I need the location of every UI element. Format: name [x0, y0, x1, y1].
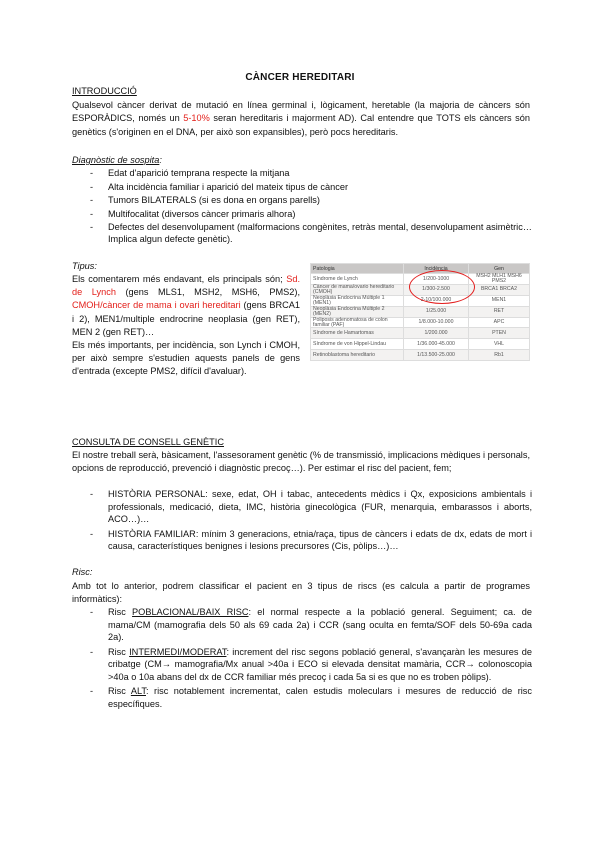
- tipus-heading: Tipus:: [72, 261, 97, 271]
- risc-heading: Risc:: [72, 567, 93, 577]
- risc-description: : risc notablement incrementat, calen estudis moleculars i mesures de reducció de risc específiques.: [108, 686, 532, 709]
- diagnostic-heading-colon: :: [159, 155, 162, 165]
- risc-prefix: Risc: [108, 646, 130, 657]
- table-cell: Retinoblastoma hereditario: [311, 350, 404, 361]
- table-cell: APC: [469, 317, 530, 328]
- list-item: [72, 685, 532, 710]
- table-cell: Càncer de mama/ovario hereditario (CMOH): [311, 284, 404, 295]
- table-header: Gen: [469, 264, 530, 274]
- table-row: [311, 306, 530, 317]
- tipus-cmoh: CMOH/càncer de mama i ovari hereditari: [72, 300, 241, 311]
- risc-level-label: INTERMEDI/MODERAT: [129, 646, 227, 657]
- consulta-heading: CONSULTA DE CONSELL GENÈTIC: [72, 437, 224, 447]
- table-cell: PTEN: [469, 328, 530, 339]
- tipus-paragraph: [72, 273, 300, 379]
- table-cell: Neoplàsia Endocrina Múltiple 1 (MEN1): [311, 295, 404, 306]
- highlight-circle: [409, 270, 475, 304]
- table-cell: Síndrome de von Hippel-Lindau: [311, 339, 404, 350]
- tipus-text-2: (gens MLS1, MSH2, MSH6, PMS2),: [115, 287, 301, 298]
- table-cell: 1/300-2.500: [404, 284, 469, 295]
- table-row: [311, 339, 530, 350]
- diagnostic-heading-text: Diagnòstic de sospita: [72, 155, 160, 165]
- list-item: - Multifocalitat (diversos càncer primaris alhora): [72, 209, 532, 221]
- tipus-text-3: (gens BRCA1 i 2), MEN1/multiple endrocrine neoplasia (gen RET), MEN 2 (gen RET)…: [72, 300, 300, 337]
- intro-text-a: Qualsevol càncer derivat de mutació en línea germinal i, lògicament, heretable (la majoria de càncers són ESPORÀDICS, només un: [72, 100, 530, 124]
- table-cell: 1/200.000: [404, 328, 469, 339]
- table-cell: 1/36.000-45.000: [404, 339, 469, 350]
- diagnostic-list: [72, 168, 532, 248]
- table-cell: MEN1: [469, 295, 530, 306]
- table-cell: Síndrome de Hamartomas: [311, 328, 404, 339]
- risc-prefix: Risc: [108, 686, 131, 696]
- intro-paragraph: [72, 99, 530, 139]
- tipus-text-1: Els comentarem més endavant, els principals són;: [72, 274, 287, 284]
- list-item: - Edat d'aparició temprana respecte la mitjana: [72, 168, 532, 180]
- tipus-text-4: Els més importants, per incidència, son Lynch i CMOH, per això sempre s'estudien aquests panels de gens d'entrada (excepte PMS2, difícil d'avaluar).: [72, 340, 300, 377]
- list-item: - HISTÒRIA FAMILIAR: mínim 3 generacions, etnia/raça, tipus de càncers i edats de dx, edats de mort i causa, característiques benignes i lesions precursores (Cis, pòlips…)…: [72, 528, 532, 553]
- consulta-paragraph: El nostre treball serà, bàsicament, l'assesorament genètic (% de transmissió, implicacions mèdiques i personals, opcions de reproducció, prevenció i diagnòstic precoç…). Per estimar el risc del pacient, fem;: [72, 450, 530, 474]
- intro-heading: INTRODUCCIÓ: [72, 86, 137, 96]
- table-cell: 1/25.000: [404, 306, 469, 317]
- table-cell: Poliposis adenomatosa de colon familiar (PAF): [311, 317, 404, 328]
- list-item: - Defectes del desenvolupament (malformacions congènites, retràs mental, desenvolupament asimètric… Implica algun defecte genètic).: [72, 222, 532, 245]
- table-row: [311, 350, 530, 361]
- risc-prefix: Risc: [108, 607, 133, 617]
- risc-list: [72, 606, 532, 712]
- table-cell: VHL: [469, 339, 530, 350]
- table-cell: 1/200-1000: [404, 274, 469, 285]
- table-header: Incidència: [404, 264, 469, 274]
- table-cell: Síndrome de Lynch: [311, 274, 404, 285]
- table-cell: 2-10/100.000: [404, 295, 469, 306]
- risc-level-label: POBLACIONAL/BAIX RISC: [132, 607, 249, 617]
- list-item: - HISTÒRIA PERSONAL: sexe, edat, OH i tabac, antecedents mèdics i Qx, exposicions ambientals i professionals, medicació, dieta, IMC, història ginecològica (FUR, menarquia, embarassos i aborts, ACO…)…: [72, 488, 532, 526]
- risc-level-label: ALT: [130, 686, 146, 696]
- tipus-lynch: Sd. de Lynch: [72, 274, 300, 298]
- list-item: - Alta incidència familiar i aparició del mateix tipus de càncer: [72, 182, 532, 194]
- table-header: Patologia: [311, 264, 404, 274]
- table-cell: Rb1: [469, 350, 530, 361]
- table-row: [311, 328, 530, 339]
- page-title: CÀNCER HEREDITARI: [245, 72, 355, 83]
- diagnostic-heading: [72, 155, 162, 165]
- risc-paragraph: Amb tot lo anterior, podrem classificar el pacient en 3 tipus de riscs (es calcula a partir de programes informàtics):: [72, 581, 530, 605]
- table-cell: 1/13.500-25.000: [404, 350, 469, 361]
- intro-text-highlight: 5-10%: [183, 113, 210, 124]
- list-item: [72, 606, 532, 644]
- consulta-list: [72, 488, 532, 555]
- table-cell: 1/8.000-10.000: [404, 317, 469, 328]
- intro-text-b: seran hereditaris i majorment AD). Cal entendre que TOTS els càncers són genètics (s'originen en el DNA, per això son expansibles), però pocs hereditaris.: [72, 113, 530, 137]
- risc-description: : el normal respecte a la població general. Seguiment; ca. de mama/CM (mamografia dels 50 als 69 cada 2a) i CCR (sang oculta en femta/SOF dels 50-69a cada 2a).: [108, 607, 532, 642]
- table-row: [311, 317, 530, 328]
- table-cell: BRCA1 BRCA2: [469, 284, 530, 295]
- table-cell: MSH2 MLH1 MSH6 PMS2: [469, 274, 530, 285]
- table-header-row: [311, 264, 530, 274]
- list-item: [72, 646, 532, 684]
- risc-description: : increment del risc segons població general, s'avançaràn les mesures de cribatge (CM→ mamografia/Mx anual >40a i ECO si elevada densitat mamària, CCR→ colonoscopia >40a o 10a abans del dx de CCR familiar més precoç i cada 5a si es que no es troben pòlips).: [108, 646, 532, 682]
- list-item: - Tumors BILATERALS (si es dona en organs parells): [72, 195, 532, 207]
- table-cell: Neoplàsia Endocrina Múltiple 2 (MEN2): [311, 306, 404, 317]
- table-cell: RET: [469, 306, 530, 317]
